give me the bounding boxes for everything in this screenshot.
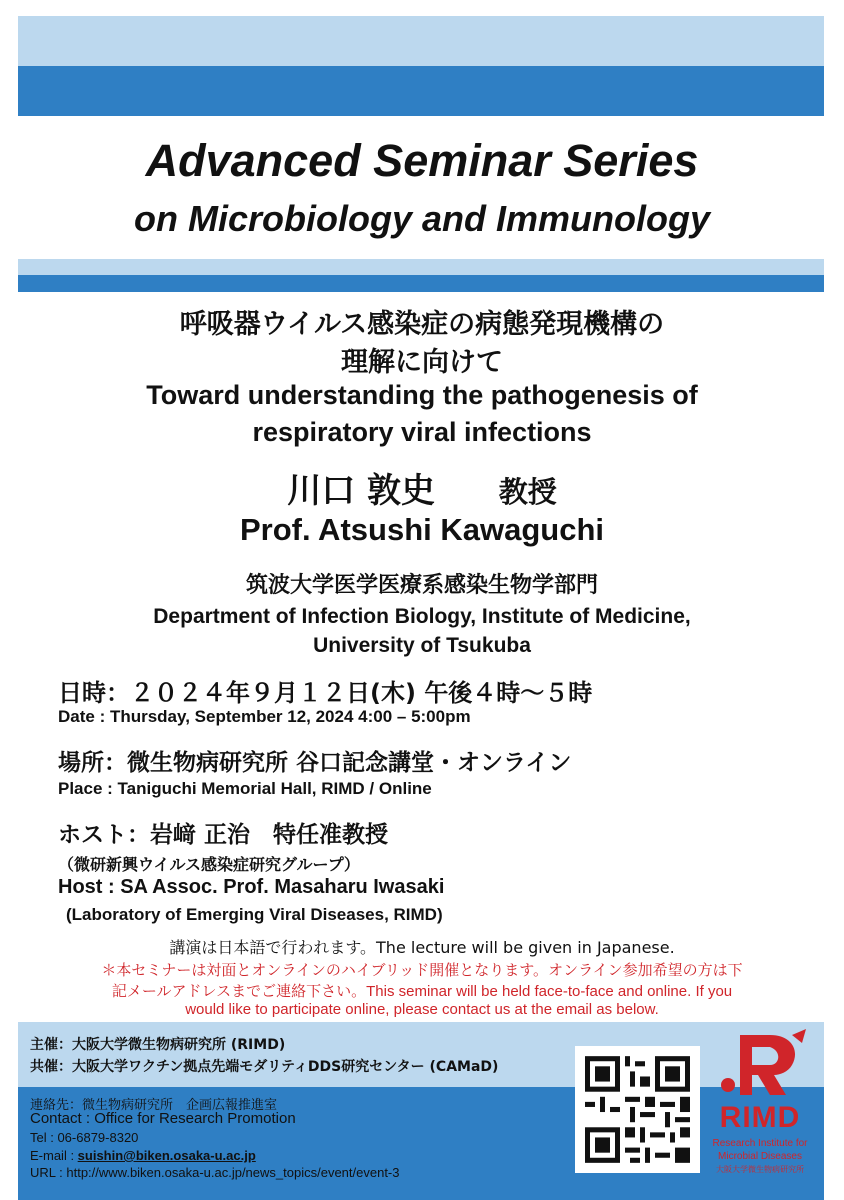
host-en: Host : SA Assoc. Prof. Masaharu Iwasaki [58,876,445,898]
contact-jp: 連絡先：微生物病研究所 企画広報推進室 [30,1098,278,1113]
host-jp: ホスト：岩﨑 正治 特任准教授 [58,822,389,848]
rimd-name-jp: 大阪大学微生物病研究所 [716,1165,804,1174]
language-note: 講演は日本語で行われます。The lecture will be given in Japanese. [169,938,675,957]
place-jp: 場所：微生物病研究所 谷口記念講堂・オンライン [58,750,572,776]
host-group-en: (Laboratory of Emerging Viral Diseases, RIMD) [66,905,443,924]
hybrid-note-line1: ＊本セミナーは対面とオンラインのハイブリッド開催となります。オンライン参加希望の方は下 [101,961,743,979]
hybrid-note-line2: 記メールアドレスまでご連絡下さい。This seminar will be held face-to-face and online. If you [111,983,733,1000]
organizer: 主催：大阪大学微生物病研究所 (RIMD) [30,1037,286,1053]
date-jp: 日時：２０２４年９月１２日(木) 午後４時～５時 [58,679,593,707]
qr-code-icon [575,1046,700,1173]
email-label: E-mail : [30,1148,78,1163]
speaker-title-jp: 教授 [498,475,557,509]
series-title-line1: Advanced Seminar Series [145,135,699,186]
rimd-logo [700,1025,820,1185]
talk-title-jp-line1: 呼吸器ウイルス感染症の病態発現機構の [179,309,665,340]
series-title-line2: on Microbiology and Immunology [134,198,710,239]
divider-band-dark [18,275,824,292]
speaker-name-jp-row [0,463,844,512]
coorganizer: 共催：大阪大学ワクチン拠点先端モダリティDDS研究センター (CAMaD) [30,1059,499,1075]
rimd-acronym: RIMD [719,1101,801,1134]
header-band-dark [18,66,824,116]
rimd-name-line2: Microbial Diseases [718,1151,802,1162]
speaker-name-jp: 川口 敦史 [287,471,436,511]
email-row [30,1148,256,1163]
talk-title-en-line2: respiratory viral infections [252,417,592,447]
rimd-emblem-icon [700,1025,820,1105]
talk-title-en-line1: Toward understanding the pathogenesis of [146,380,698,410]
divider-band-light [18,259,824,275]
contact-en: Contact : Office for Research Promotion [30,1110,296,1127]
talk-title-jp-line2: 理解に向けて [341,347,503,378]
url: URL : http://www.biken.osaka-u.ac.jp/news_topics/event/event-3 [30,1165,400,1180]
qr-code[interactable] [575,1046,700,1173]
rimd-name-line1: Research Institute for [712,1138,808,1149]
affiliation-jp: 筑波大学医学医療系感染生物学部門 [245,573,598,598]
place-en: Place : Taniguchi Memorial Hall, RIMD / Online [58,779,432,798]
tel: Tel : 06-6879-8320 [30,1130,139,1145]
email-link[interactable]: suishin@biken.osaka-u.ac.jp [77,1148,256,1163]
affiliation-en-line2: University of Tsukuba [313,634,531,657]
host-group-jp: （微研新興ウイルス感染症研究グループ） [58,855,360,874]
speaker-name-en: Prof. Atsushi Kawaguchi [239,512,604,547]
date-en: Date : Thursday, September 12, 2024 4:00 – 5:00pm [58,707,471,726]
affiliation-en-line1: Department of Infection Biology, Institute of Medicine, [153,605,691,628]
hybrid-note-line3: would like to participate online, please contact us at the email as below. [185,1001,659,1018]
header-band-light [18,16,824,66]
